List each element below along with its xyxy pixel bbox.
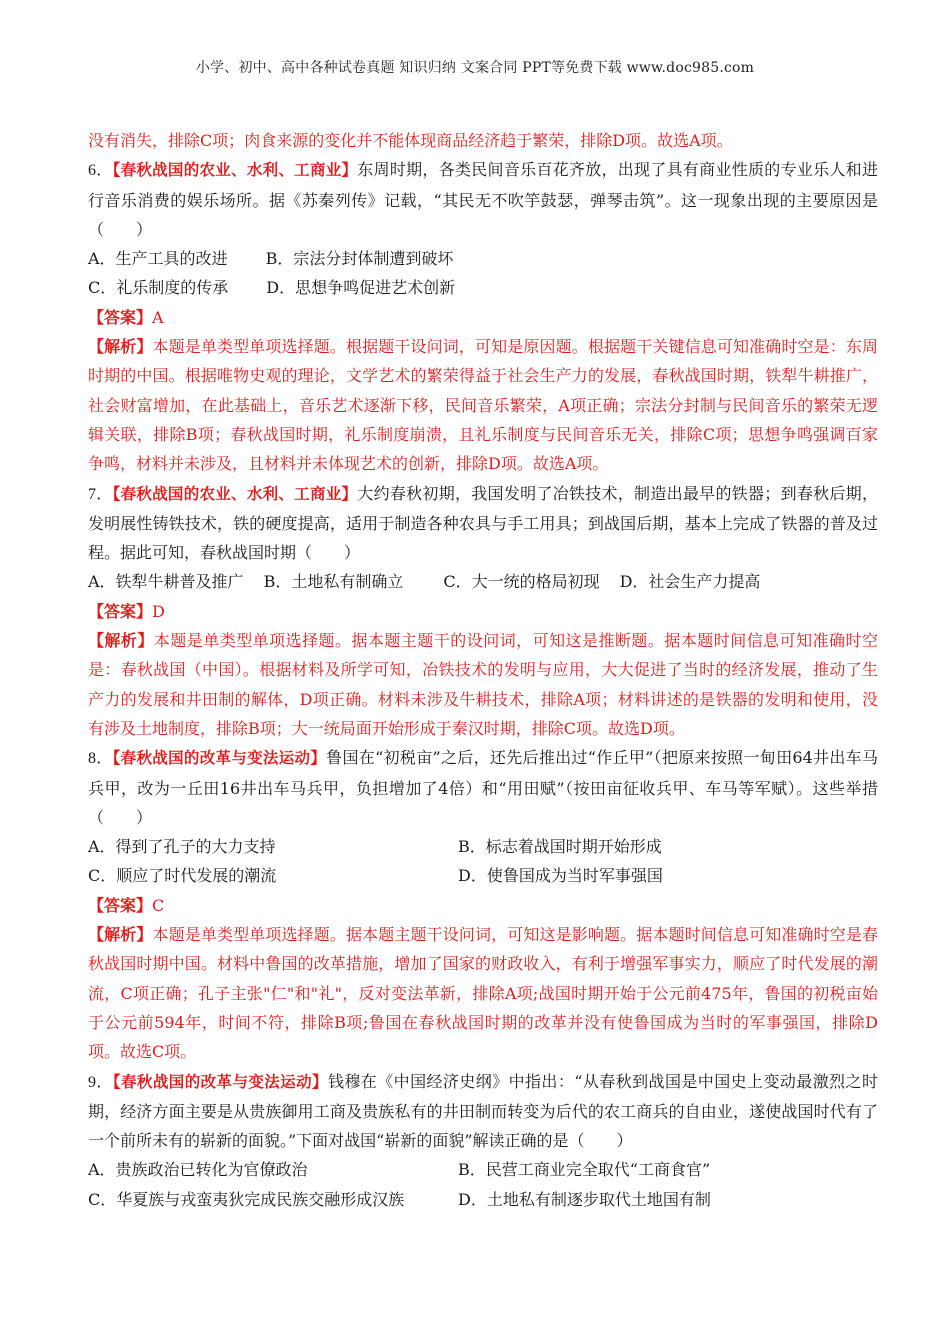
option-a: A．铁犁牛耕普及推广 [88,572,244,592]
stem-text: 钱穆在《中国经济史纲》中指出：“从春秋到战国是中国史上变动最激烈之时期，经济方面主要是从贵族御用工商及贵族私有的井田制而转变为后代的农工商兵的自由业，遂使战国时代有了一个前所未有的崭新的面貌。”下面对战国“崭新的面貌”解读正确的是（ ） [88,1071,878,1151]
question-9 [88,1067,878,1214]
question-8 [88,743,878,1066]
question-7 [88,479,878,744]
topic-tag: 【春秋战国的改革与变法运动】 [112,1072,328,1091]
analysis-text [88,332,878,478]
analysis-text [88,920,878,1066]
question-number: 6． [88,162,113,180]
option-c: C．礼乐制度的传承 [88,278,229,298]
analysis-label: 【解析】 [88,337,153,357]
answer-label: 【答案】 [88,601,153,621]
answer-line [88,597,878,626]
analysis-body: 本题是单类型单项选择题。根据题干设问词，可知是原因题。根据题干关键信息可知准确时空是：东周时期的中国。根据唯物史观的理论，文学艺术的繁荣得益于社会生产力的发展，春秋战国时期，铁犁牛耕推广，社会财富增加，在此基础上，音乐艺术逐渐下移，民间音乐繁荣，A项正确；宗法分封制与民间音乐的繁荣无逻辑关联，排除B项；春秋战国时期，礼乐制度崩溃，且礼乐制度与民间音乐无关，排除C项；思想争鸣强调百家争鸣，材料并未涉及，且材料并未体现艺术的创新，排除D项。故选A项。 [88,337,878,474]
carryover-text: 没有消失，排除C项；肉食来源的变化并不能体现商品经济趋于繁荣，排除D项。故选A项。 [88,131,733,150]
options-grid [88,832,878,891]
option-d: D．思想争鸣促进艺术创新 [266,278,456,298]
options-row-2 [88,273,878,302]
analysis-body: 本题是单类型单项选择题。据本题主题干设问词，可知这是影响题。据本题时间信息可知准确时空是春秋战国时期中国。材料中鲁国的改革措施，增加了国家的财政收入，有利于增强军事实力，顺应了时代发展的潮流，C项正确；孔子主张"仁"和"礼"，反对变法革新，排除A项;战国时期开始于公元前475年，鲁国的初税亩始于公元前594年，时间不符，排除B项;鲁国在春秋战国时期的改革并没有使鲁国成为当时的军事强国，排除D项。故选C项。 [88,925,878,1062]
analysis-label: 【解析】 [88,631,154,651]
option-d: D．使鲁国成为当时军事强国 [458,866,663,886]
question-stem [88,743,878,832]
option-a: A．得到了孔子的大力支持 [88,837,276,857]
option-c: C．华夏族与戎蛮夷狄完成民族交融形成汉族 [88,1189,405,1209]
option-b: B．民营工商业完全取代“工商食官” [458,1160,711,1180]
answer-line [88,303,878,332]
answer-value: D [152,601,165,621]
analysis-body: 本题是单类型单项选择题。据本题主题干的设问词，可知这是推断题。据本题时间信息可知准确时空是：春秋战国（中国）。根据材料及所学可知，冶铁技术的发明与应用，大大促进了当时的经济发展，推动了生产力的发展和井田制的解体，D项正确。材料未涉及牛耕技术，排除A项；材料讲述的是铁器的发明和使用，没有涉及土地制度，排除B项；大一统局面开始形成于秦汉时期，排除C项。故选D项。 [88,631,878,738]
option-c: C．顺应了时代发展的潮流 [88,866,277,886]
page-header: 小学、初中、高中各种试卷真题 知识归纳 文案合同 PPT等免费下载 www.doc985.com [195,60,755,76]
stem-text: 大约春秋初期，我国发明了冶铁技术，制造出最早的铁器；到春秋后期，发明展性铸铁技术，铁的硬度提高，适用于制造各种农具与手工用具；到战国后期，基本上完成了铁器的普及过程。据此可知，春秋战国时期（ ） [88,483,878,563]
answer-label: 【答案】 [88,895,153,915]
option-d: D．社会生产力提高 [619,572,761,592]
question-stem [88,1067,878,1156]
stem-text: 鲁国在“初税亩”之后，还先后推出过“作丘甲”（把原来按照一甸田64井出车马兵甲，改为一丘田16井出车马兵甲，负担增加了4倍）和“用田赋”（按田亩征收兵甲、车马等军赋）。这些举措（ ） [88,748,878,827]
answer-value: C [152,895,165,915]
question-stem [88,479,878,568]
topic-tag: 【春秋战国的农业、水利、工商业】 [112,161,358,180]
question-6 [88,155,878,478]
option-a: A．生产工具的改进 [88,249,228,269]
analysis-label: 【解析】 [88,925,153,945]
question-stem [88,155,878,244]
option-a: A．贵族政治已转化为官僚政治 [88,1160,308,1180]
document-body [88,126,878,1214]
analysis-text [88,626,878,743]
option-c: C．大一统的格局初现 [443,572,600,592]
options-row-1 [88,244,878,273]
options-grid [88,1155,878,1214]
option-b: B．土地私有制确立 [263,572,404,592]
stem-text: 东周时期，各类民间音乐百花齐放，出现了具有商业性质的专业乐人和进行音乐消费的娱乐场所。据《苏秦列传》记载，“其民无不吹竽鼓瑟，弹琴击筑”。这一现象出现的主要原因是（ ） [88,160,878,239]
option-b: B．标志着战国时期开始形成 [458,837,662,857]
option-d: D．土地私有制逐步取代土地国有制 [458,1189,711,1209]
option-b: B．宗法分封体制遭到破坏 [265,249,454,269]
topic-tag: 【春秋战国的农业、水利、工商业】 [112,484,358,503]
answer-value: A [152,307,164,327]
answer-line [88,891,878,920]
options-row [88,567,878,596]
question-number: 9． [88,1073,113,1091]
question-number: 7． [88,485,113,503]
topic-tag: 【春秋战国的改革与变法运动】 [112,749,327,768]
answer-label: 【答案】 [88,307,153,327]
question-number: 8． [88,750,113,768]
